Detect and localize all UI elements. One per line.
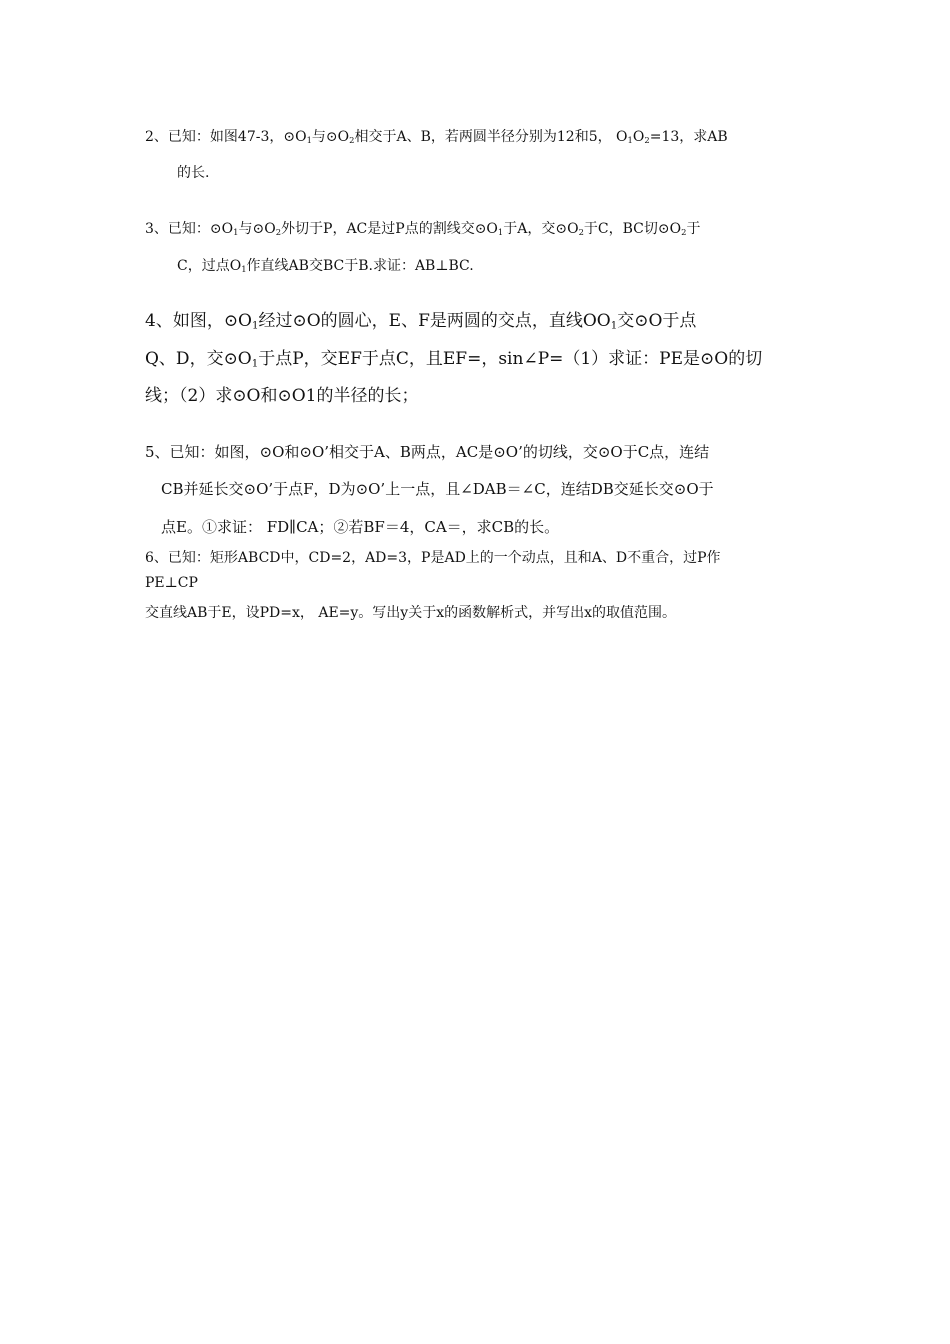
text: 与⊙O — [238, 221, 276, 237]
subscript: 2 — [644, 135, 650, 146]
subscript: 1 — [233, 227, 239, 238]
text: Q、D，交⊙O — [145, 349, 252, 369]
subscript: 1 — [252, 320, 259, 332]
problem-5-line-2 — [161, 482, 714, 497]
text: 交⊙O于点 — [617, 311, 697, 331]
problem-5-line-1 — [145, 445, 709, 460]
text: 经过⊙O的圆心，E、F是两圆的交点，直线OO — [258, 311, 611, 331]
subscript: 1 — [306, 135, 312, 146]
subscript: 1 — [251, 358, 259, 370]
text: 线；（2）求⊙O和⊙O1的半径的长； — [145, 386, 419, 406]
subscript: 2 — [349, 135, 355, 146]
text: 3、已知：⊙O — [145, 221, 234, 237]
text: 外切于P，AC是过P点的割线交⊙O — [281, 221, 498, 237]
problem-5-line-3 — [161, 520, 559, 535]
subscript: 2 — [275, 227, 282, 238]
problem-6-line-2 — [145, 576, 198, 590]
text: 于A，交⊙O — [503, 221, 579, 237]
text: 点E。①求证： FD∥CA；②若BF＝4，CA＝，求CB的长。 — [161, 518, 560, 536]
problem-3-line-2 — [177, 259, 474, 273]
problem-4-line-2 — [145, 351, 762, 368]
problem-6-line-3 — [145, 606, 676, 620]
text: CB并延长交⊙O’于点F，D为⊙O’上一点，且∠DAB＝∠C，连结DB交延长交⊙O于 — [161, 480, 714, 498]
text: 交直线AB于E，设PD=x， AE=y。写出y关于x的函数解析式，并写出x的取值范围。 — [145, 605, 677, 621]
text: 4、如图，⊙O — [145, 311, 252, 331]
text: 作直线AB交BC于B.求证：AB⊥BC. — [246, 258, 474, 274]
problem-2-line-2 — [177, 166, 209, 180]
text: 于点P，交EF于点C，且EF=，sin∠P=（1）求证：PE是⊙O的切 — [258, 349, 763, 369]
subscript: 2 — [681, 227, 687, 238]
text: 2、已知：如图47-3，⊙O — [145, 129, 307, 145]
problem-4-line-3 — [145, 388, 419, 405]
subscript: 1 — [241, 264, 247, 275]
problem-2-line-1 — [145, 130, 728, 144]
problem-4-line-1 — [145, 313, 696, 330]
text: O — [632, 129, 645, 145]
text: C，过点O — [177, 258, 242, 274]
problem-6-line-1 — [145, 551, 721, 565]
subscript: 1 — [610, 320, 618, 332]
subscript: 1 — [627, 135, 633, 146]
text: =13，求AB — [649, 129, 728, 145]
subscript: 2 — [578, 227, 584, 238]
problem-3-line-1 — [145, 222, 700, 236]
text: PE⊥CP — [145, 575, 198, 591]
text: 于C，BC切⊙O — [583, 221, 682, 237]
text: 的长. — [177, 165, 210, 181]
text: 5、已知：如图，⊙O和⊙O’相交于A、B两点，AC是⊙O’的切线，交⊙O于C点，连结 — [145, 443, 710, 461]
text: 6、已知：矩形ABCD中，CD=2，AD=3，P是AD上的一个动点，且和A、D不重合，过P作 — [145, 550, 721, 566]
subscript: 1 — [497, 227, 504, 238]
text: 于 — [686, 221, 701, 237]
text: 与⊙O — [311, 129, 350, 145]
text: 相交于A、B，若两圆半径分别为12和5， O — [354, 129, 628, 145]
